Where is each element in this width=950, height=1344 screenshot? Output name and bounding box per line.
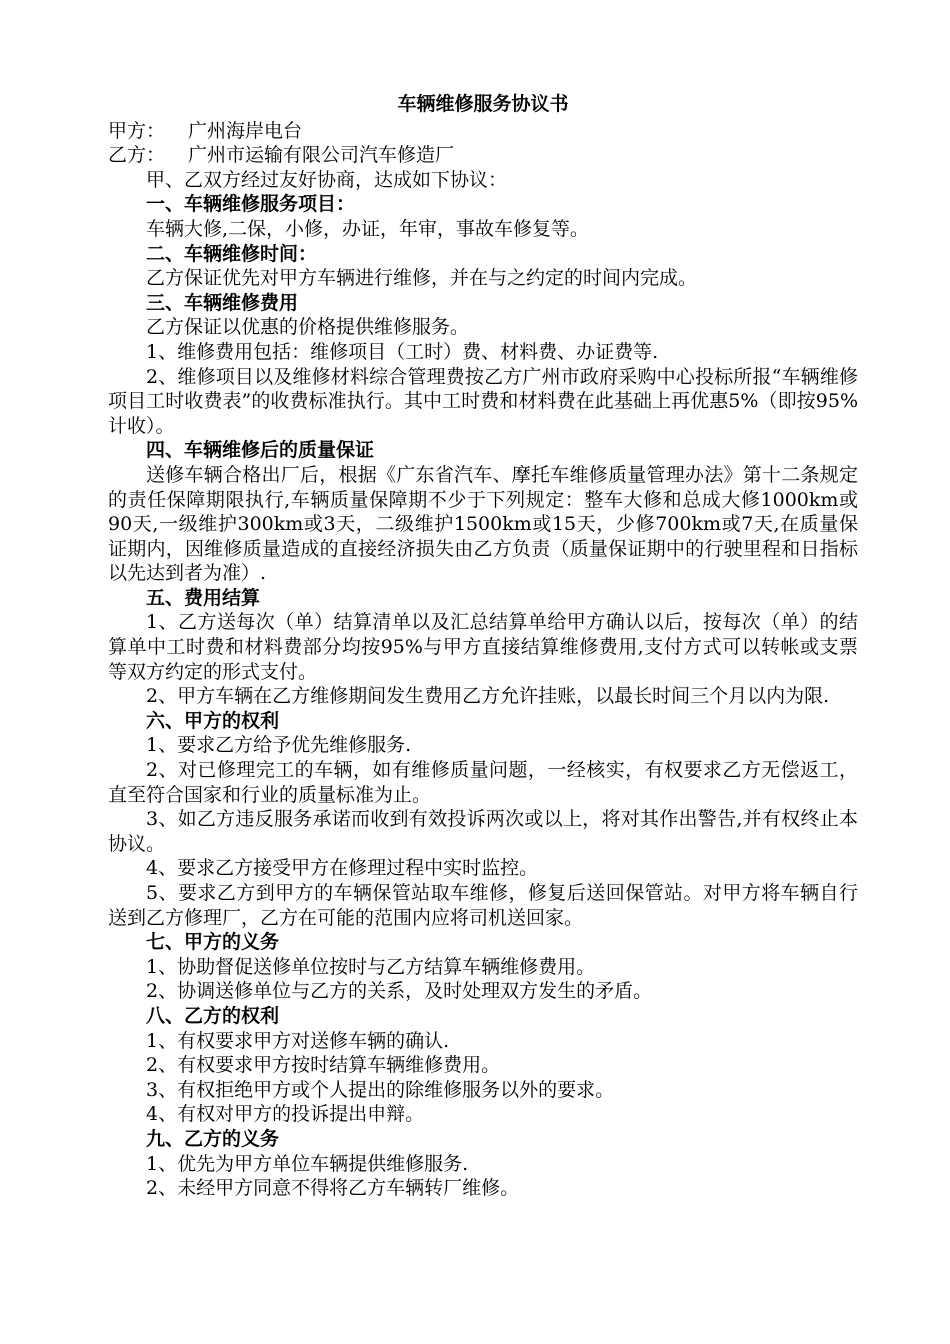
section-paragraph: 4、有权对甲方的投诉提出申辩。	[146, 1103, 425, 1126]
section-paragraph: 送修车辆合格出厂后，根据《广东省汽车、摩托车维修质量管理办法》第十二条规定的责任保障期限执行,车辆质量保障期不少于下列规定：整车大修和总成大修1000km或90天,一级维护300km或3天，二级维护1500km或15天，少修700km或7天,在质量保证期内，因维修质量造成的直接经济损失由乙方负责（质量保证期中的行驶里程和日指标以先达到者为准）.	[108, 463, 858, 585]
section-heading: 二、车辆维修时间：	[146, 242, 318, 265]
section-paragraph: 2、甲方车辆在乙方维修期间发生费用乙方允许挂账，以最长时间三个月以内为限.	[146, 685, 830, 708]
section-paragraph: 1、有权要求甲方对送修车辆的确认.	[146, 1029, 450, 1052]
section-heading: 七、甲方的义务	[146, 931, 280, 954]
section-paragraph: 乙方保证优先对甲方车辆进行维修，并在与之约定的时间内完成。	[146, 267, 698, 290]
section-paragraph: 3、有权拒绝甲方或个人提出的除维修服务以外的要求。	[146, 1078, 615, 1101]
section-paragraph: 1、优先为甲方单位车辆提供维修服务.	[146, 1152, 469, 1175]
section-paragraph: 2、协调送修单位与乙方的关系，及时处理双方发生的矛盾。	[146, 980, 653, 1003]
section-paragraph: 1、协助督促送修单位按时与乙方结算车辆维修费用。	[146, 955, 596, 978]
section-paragraph: 5、要求乙方到甲方的车辆保管站取车维修，修复后送回保管站。对甲方将车辆自行送到乙方修理厂，乙方在可能的范围内应将司机送回家。	[108, 882, 858, 929]
party-a-name: 广州海岸电台	[188, 119, 303, 142]
party-b	[108, 143, 858, 168]
section-heading: 九、乙方的义务	[146, 1127, 280, 1150]
intro-paragraph: 甲、乙双方经过友好协商，达成如下协议：	[146, 168, 508, 191]
section-paragraph: 2、未经甲方同意不得将乙方车辆转厂维修。	[146, 1177, 520, 1200]
section-paragraph: 车辆大修,二保，小修，办证，年审，事故车修复等。	[146, 217, 590, 240]
section-paragraph: 1、乙方送每次（单）结算清单以及汇总结算单给甲方确认以后，按每次（单）的结算单中工时费和材料费部分均按95%与甲方直接结算维修费用,支付方式可以转帐或支票等双方约定的形式支付。	[108, 611, 858, 683]
section-paragraph: 2、维修项目以及维修材料综合管理费按乙方广州市政府采购中心投标所报“车辆维修项目工时收费表”的收费标准执行。其中工时费和材料费在此基础上再优惠5%（即按95%计收）。	[108, 365, 858, 437]
section-heading: 六、甲方的权利	[146, 709, 280, 732]
section-paragraph: 1、维修费用包括：维修项目（工时）费、材料费、办证费等.	[146, 340, 659, 363]
document-title: 车辆维修服务协议书	[397, 93, 569, 115]
section-paragraph: 4、要求乙方接受甲方在修理过程中实时监控。	[146, 857, 539, 880]
section-heading: 八、乙方的权利	[146, 1004, 280, 1027]
party-a-label: 甲方：	[108, 119, 166, 142]
party-b-label: 乙方：	[108, 144, 166, 167]
party-a	[108, 119, 858, 144]
section-paragraph: 1、要求乙方给予优先维修服务.	[146, 734, 412, 757]
section-heading: 一、车辆维修服务项目：	[146, 193, 356, 216]
section-paragraph: 2、对已修理完工的车辆，如有维修质量问题，一经核实，有权要求乙方无偿返工，直至符合国家和行业的质量标准为止。	[108, 759, 858, 806]
agreement-sections	[108, 192, 858, 1200]
section-paragraph: 乙方保证以优惠的价格提供维修服务。	[146, 316, 470, 339]
section-paragraph: 3、如乙方违反服务承诺而收到有效投诉两次或以上，将对其作出警告,并有权终止本协议。	[108, 808, 858, 855]
section-heading: 五、费用结算	[146, 586, 261, 609]
section-heading: 四、车辆维修后的质量保证	[146, 439, 375, 462]
section-heading: 三、车辆维修费用	[146, 291, 299, 314]
party-b-name: 广州市运输有限公司汽车修造厂	[188, 144, 455, 167]
section-paragraph: 2、有权要求甲方按时结算车辆维修费用。	[146, 1054, 501, 1077]
